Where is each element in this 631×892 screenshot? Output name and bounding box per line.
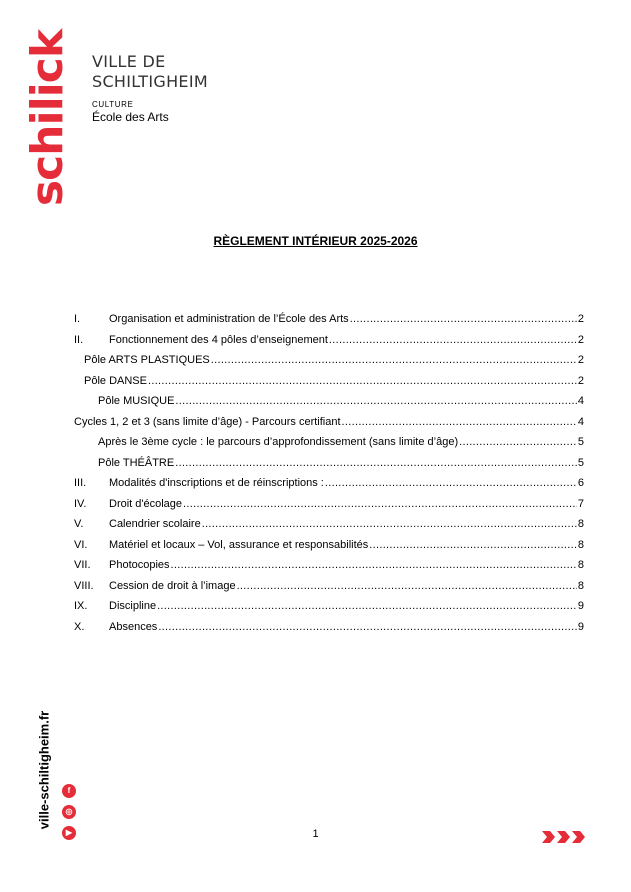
toc-entry-leader (459, 436, 577, 448)
toc-entry-page: 2 (577, 313, 584, 325)
facebook-icon[interactable]: f (62, 784, 76, 798)
toc-entry-leader (148, 375, 577, 387)
toc-entry[interactable] (74, 313, 584, 334)
toc-entry-page: 5 (577, 436, 584, 448)
toc-entry-leader (237, 580, 577, 592)
toc-entry-label: Absences (109, 620, 158, 633)
toc-entry-page: 7 (577, 497, 584, 510)
toc-entry-leader (325, 477, 577, 489)
toc-entry-number: X. (74, 620, 85, 633)
toc-entry-page: 4 (577, 415, 584, 428)
toc-entry-number: VII. (74, 559, 91, 571)
toc-entry-number: V. (74, 518, 84, 530)
toc-entry-label: Photocopies (109, 559, 170, 571)
toc-entry-leader (202, 518, 577, 530)
toc-entry[interactable] (74, 498, 584, 519)
toc-entry[interactable] (74, 416, 584, 437)
toc-entry[interactable] (74, 457, 584, 478)
toc-entry-leader (175, 457, 577, 469)
toc-entry-number: IV. (74, 497, 87, 510)
toc-entry-leader (183, 498, 577, 510)
toc-entry-page: 8 (577, 518, 584, 530)
toc-entry-number: I. (74, 313, 81, 325)
toc-entry-label: Modalités d'inscriptions et de réinscriptions : (109, 477, 324, 489)
chevrons-icon (540, 829, 588, 845)
toc-entry-number: III. (74, 477, 87, 489)
toc-entry-leader (171, 559, 577, 571)
toc-entry-leader (211, 354, 577, 366)
toc-entry[interactable] (74, 539, 584, 560)
toc-entry[interactable] (74, 600, 584, 621)
toc-entry-leader (342, 416, 577, 428)
toc-entry-leader (158, 621, 577, 633)
toc-entry[interactable] (74, 477, 584, 498)
toc-entry[interactable] (74, 354, 584, 375)
toc-entry-page: 9 (577, 600, 584, 612)
toc-entry-number: VI. (74, 538, 88, 551)
toc-entry[interactable] (74, 621, 584, 642)
toc-entry-leader (329, 334, 577, 346)
toc-entry-label: Calendrier scolaire (109, 518, 201, 530)
toc-entry-leader (369, 539, 577, 551)
logo-line-ville-de: VILLE DE (92, 52, 166, 71)
toc-entry[interactable] (74, 518, 584, 539)
toc-entry[interactable] (74, 436, 584, 457)
toc-entry-label: Pôle THÉÂTRE (98, 456, 175, 469)
toc-entry-label: Pôle ARTS PLASTIQUES (84, 354, 210, 366)
logo-wordmark-text: schilick (22, 29, 73, 207)
toc-entry-label: Pôle MUSIQUE (98, 395, 175, 407)
toc-entry-label: Cycles 1, 2 et 3 (sans limite d’âge) - Parcours certifiant (74, 415, 341, 428)
toc-entry-number: II. (74, 333, 84, 346)
toc-entry-label: Pôle DANSE (84, 374, 147, 387)
toc-entry-leader (175, 395, 576, 407)
table-of-contents (74, 313, 584, 641)
toc-entry-leader (157, 600, 577, 612)
toc-entry-page: 9 (577, 620, 584, 633)
toc-entry-label: Cession de droit à l’image (109, 579, 236, 592)
toc-entry[interactable] (74, 559, 584, 580)
toc-entry-page: 4 (577, 395, 584, 407)
footer-url[interactable] (34, 690, 54, 850)
toc-entry[interactable] (74, 334, 584, 355)
document-title: RÈGLEMENT INTÉRIEUR 2025-2026 (213, 234, 418, 248)
page-number: 1 (312, 828, 319, 840)
toc-entry-page: 2 (577, 374, 584, 387)
toc-entry-page: 2 (577, 354, 584, 366)
toc-entry-label: Matériel et locaux – Vol, assurance et responsabilités (109, 538, 369, 551)
toc-entry-number: VIII. (74, 579, 94, 592)
toc-entry-number: IX. (74, 600, 88, 612)
toc-entry-page: 2 (577, 333, 584, 346)
logo-line-schiltigheim: SCHILTIGHEIM (92, 72, 208, 91)
toc-entry[interactable] (74, 375, 584, 396)
toc-entry-page: 5 (577, 456, 584, 469)
toc-entry-label: Discipline (109, 600, 157, 612)
toc-entry-label: Organisation et administration de l’École des Arts (109, 313, 349, 325)
toc-entry-label: Après le 3ème cycle : le parcours d’approfondissement (sans limite d’âge) (98, 436, 459, 448)
logo-wordmark (22, 29, 74, 207)
toc-entry-page: 8 (577, 538, 584, 551)
logo-line-ecole: École des Arts (92, 110, 169, 124)
logo-line-culture: CULTURE (92, 100, 134, 109)
toc-entry[interactable] (74, 580, 584, 601)
toc-entry-page: 8 (577, 559, 584, 571)
toc-entry-label: Fonctionnement des 4 pôles d’enseignement (109, 333, 328, 346)
toc-entry-page: 8 (577, 579, 584, 592)
toc-entry-page: 6 (577, 477, 584, 489)
footer-url-text: ville-schiltigheim.fr (36, 710, 52, 830)
toc-entry-label: Droit d'écolage (109, 497, 183, 510)
toc-entry[interactable] (74, 395, 584, 416)
instagram-icon[interactable]: ◎ (62, 805, 76, 819)
toc-entry-leader (350, 313, 577, 325)
youtube-icon[interactable]: ▶ (62, 826, 76, 840)
logo-text-block (92, 52, 208, 125)
